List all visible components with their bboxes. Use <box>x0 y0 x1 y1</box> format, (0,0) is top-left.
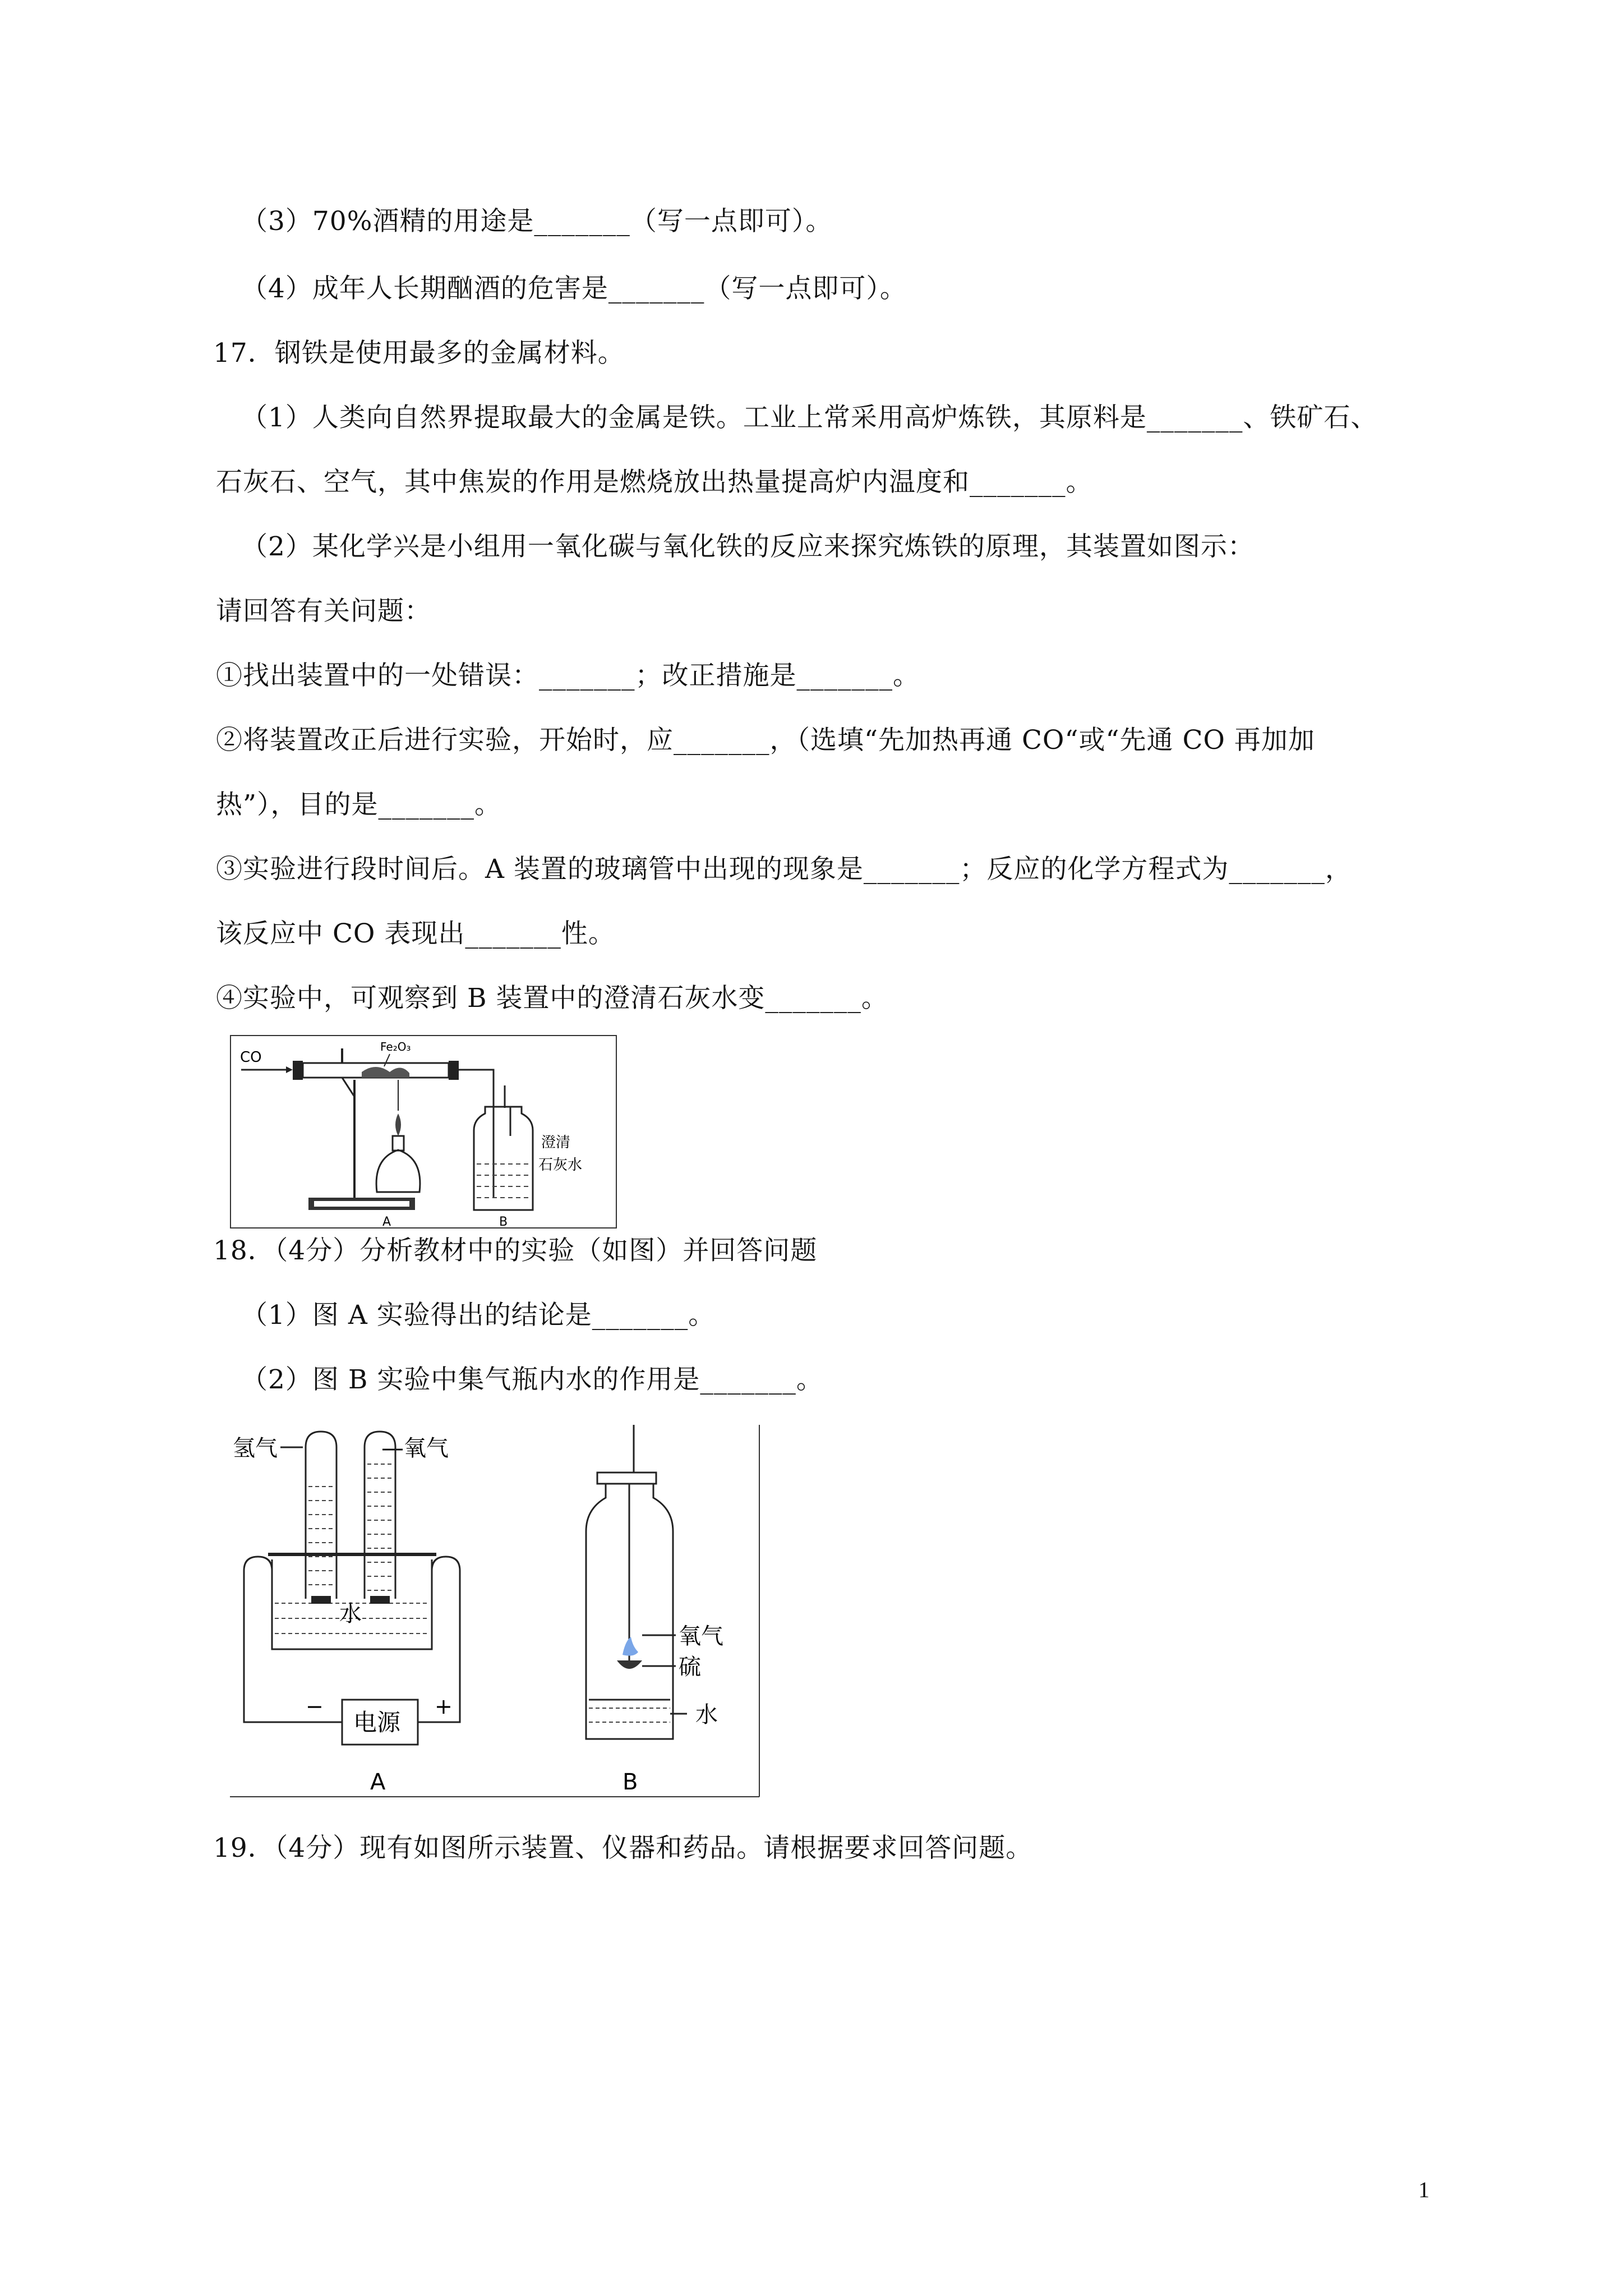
q17-prompt: 请回答有关问题： <box>216 596 431 627</box>
water-label-b: 水 <box>695 1702 718 1728</box>
water-label-a: 水 <box>339 1601 362 1627</box>
oxygen-label-b: 氧气 <box>679 1623 723 1649</box>
q17-part1-line1: （1）人类向自然界提取最大的金属是铁。工业上常采用高炉炼铁，其原料是_______、铁矿石、 <box>241 402 1378 433</box>
hydrogen-label: 氢气 <box>233 1435 278 1461</box>
q18-part1: （1）图 A 实验得出的结论是_______。 <box>241 1300 716 1331</box>
plus-sign: + <box>435 1694 453 1719</box>
cathode <box>311 1596 331 1604</box>
q17-sub1: ①找出装置中的一处错误：_______；改正措施是_______。 <box>216 660 920 691</box>
fig2-label-a: A <box>370 1769 386 1795</box>
iron-oxide-powder <box>362 1067 409 1078</box>
negative-wire <box>244 1557 342 1722</box>
q17-stem: 17．钢铁是使用最多的金属材料。 <box>213 338 625 369</box>
sulfur-label: 硫 <box>679 1654 701 1680</box>
page-number: 1 <box>1418 2177 1430 2202</box>
fe2o3-label: Fe₂O₃ <box>380 1040 411 1053</box>
limewater-bottle <box>474 1107 533 1210</box>
electrolysis-and-sulfur-combustion-figure <box>230 1425 760 1798</box>
limewater-label-1: 澄清 <box>541 1134 571 1151</box>
fig1-label-a: A <box>382 1215 391 1228</box>
q17-sub2-line1: ②将装置改正后进行实验，开始时，应_______，（选填“先加热再通 CO“或“先通 CO 再加加 <box>216 725 1315 756</box>
limewater-liquid <box>477 1164 530 1198</box>
q17-sub2-line2: 热”），目的是_______。 <box>216 789 502 820</box>
sulfur-flame <box>623 1637 638 1656</box>
combustion-spoon <box>617 1660 642 1669</box>
left-stopper <box>293 1061 303 1080</box>
q16-part4: （4）成年人长期酗酒的危害是_______（写一点即可）。 <box>241 273 907 304</box>
oxygen-label-a: —氧气 <box>381 1435 449 1461</box>
water-in-jar <box>589 1708 670 1722</box>
minus-sign: − <box>306 1694 324 1719</box>
q17-sub3-line2: 该反应中 CO 表现出_______性。 <box>216 918 615 949</box>
q17-sub4: ④实验中，可观察到 B 装置中的澄清石灰水变_______。 <box>216 983 888 1014</box>
q18-stem: 18．（4分）分析教材中的实验（如图）并回答问题 <box>213 1235 818 1266</box>
fig2-label-b: B <box>623 1769 638 1795</box>
q19-stem: 19．（4分）现有如图所示装置、仪器和药品。请根据要求回答问题。 <box>213 1833 1033 1864</box>
power-label: 电源 <box>353 1709 401 1736</box>
q17-part1-line2: 石灰石、空气，其中焦炭的作用是燃烧放出热量提高炉内温度和_______。 <box>216 467 1093 498</box>
q17-sub3-line1: ③实验进行段时间后。A 装置的玻璃管中出现的现象是_______；反应的化学方程式为_______， <box>216 854 1352 885</box>
q18-part2: （2）图 B 实验中集气瓶内水的作用是_______。 <box>241 1364 823 1395</box>
q16-part3: （3）70%酒精的用途是_______（写一点即可）。 <box>241 206 833 237</box>
co-reduction-apparatus-figure <box>230 1035 617 1228</box>
anode <box>370 1596 390 1604</box>
q17-part2: （2）某化学兴是小组用一氧化碳与氧化铁的反应来探究炼铁的原理，其装置如图示： <box>241 531 1255 562</box>
co-label: CO <box>240 1049 262 1066</box>
outlet-tube <box>459 1070 494 1102</box>
bottle-stopper <box>597 1473 656 1484</box>
alcohol-lamp <box>376 1150 420 1192</box>
limewater-label-2: 石灰水 <box>538 1157 583 1174</box>
fig1-label-b: B <box>499 1215 508 1228</box>
right-stopper <box>449 1061 459 1080</box>
